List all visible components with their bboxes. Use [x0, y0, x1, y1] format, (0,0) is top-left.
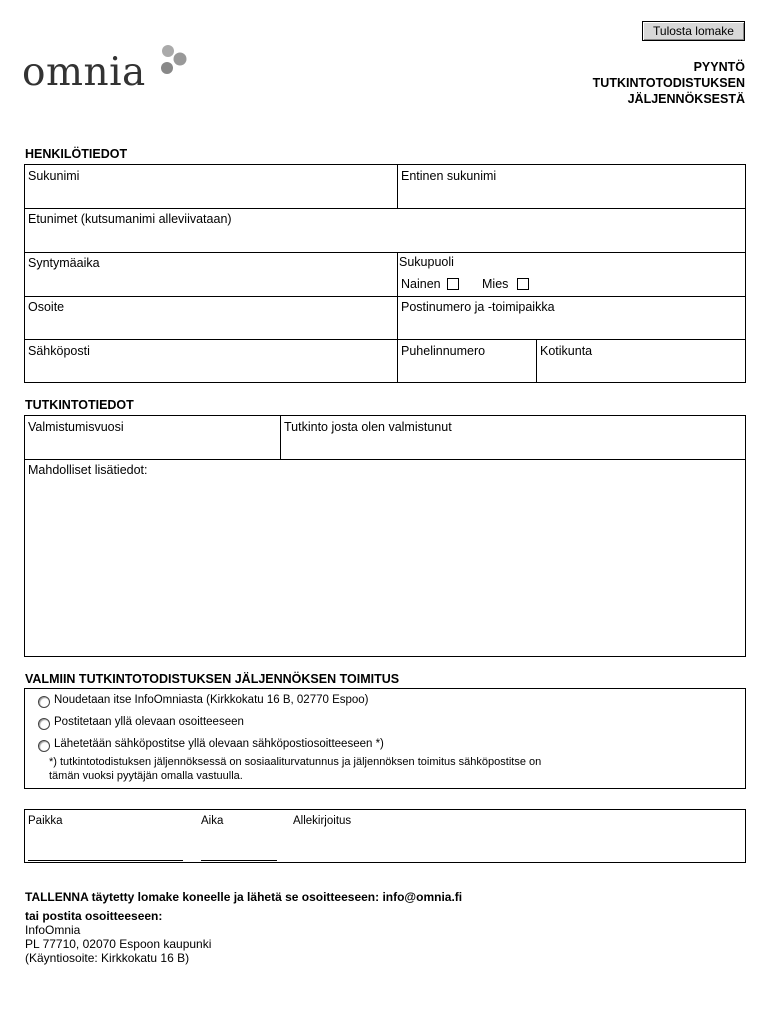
form-title: [593, 59, 745, 107]
delivery-heading: VALMIIN TUTKINTOTODISTUKSEN JÄLJENNÖKSEN TOIMITUS: [25, 672, 400, 686]
male-label: Mies: [482, 277, 509, 291]
title-line: JÄLJENNÖKSESTÄ: [627, 92, 745, 106]
birth-date-field[interactable]: Syntymäaika: [28, 256, 100, 270]
email-field[interactable]: Sähköposti: [28, 344, 90, 358]
degree-info-box: [24, 415, 746, 657]
time-label: Aika: [201, 815, 224, 827]
male-checkbox[interactable]: [517, 278, 529, 290]
time-input-line[interactable]: [201, 860, 277, 861]
save-instruction: TALLENNA täytetty lomake koneelle ja lähetä se osoitteeseen: info@omnia.fi: [25, 890, 463, 904]
omnia-logo: [22, 44, 192, 94]
pickup-radio[interactable]: [38, 696, 50, 708]
logo-dots-icon: [158, 44, 190, 78]
print-form-button[interactable]: Tulosta lomake: [642, 21, 745, 41]
personal-info-heading: HENKILÖTIEDOT: [25, 147, 128, 161]
signature-box: [24, 809, 746, 863]
post-radio[interactable]: [38, 718, 50, 730]
address-line: (Käyntiosoite: Kirkkokatu 16 B): [25, 951, 190, 965]
postal-field[interactable]: Postinumero ja -toimipaikka: [401, 300, 555, 314]
signature-label: Allekirjoitus: [293, 815, 352, 827]
address-field[interactable]: Osoite: [28, 300, 65, 314]
female-checkbox[interactable]: [447, 278, 459, 290]
address-line: PL 77710, 02070 Espoon kaupunki: [25, 937, 212, 951]
graduation-year-field[interactable]: Valmistumisvuosi: [28, 420, 124, 434]
personal-info-box: [24, 164, 746, 383]
delivery-note: *) tutkintotodistuksen jäljennöksessä on sosiaaliturvatunnus ja jäljennöksen toimitus sähköpostitse on: [49, 756, 542, 768]
logo-text: omnia: [22, 50, 146, 95]
title-line: TUTKINTOTODISTUKSEN: [592, 76, 745, 90]
degree-info-heading: TUTKINTOTIEDOT: [25, 398, 134, 412]
address-line: InfoOmnia: [25, 923, 81, 937]
gender-label: Sukupuoli: [399, 255, 454, 269]
female-label: Nainen: [401, 277, 441, 291]
email-radio[interactable]: [38, 740, 50, 752]
post-option-label: Postitetaan yllä olevaan osoitteeseen: [54, 716, 244, 728]
or-post-label: tai postita osoitteeseen:: [25, 909, 163, 923]
pickup-option-label: Noudetaan itse InfoOmniasta (Kirkkokatu 16 B, 02770 Espoo): [54, 694, 369, 706]
title-line: PYYNTÖ: [693, 60, 745, 74]
place-input-line[interactable]: [28, 860, 183, 861]
email-option-label: Lähetetään sähköpostitse yllä olevaan sähköpostiosoitteeseen *): [54, 738, 384, 750]
home-municipality-field[interactable]: Kotikunta: [540, 344, 593, 358]
surname-field[interactable]: Sukunimi: [28, 169, 80, 183]
degree-name-field[interactable]: Tutkinto josta olen valmistunut: [284, 420, 452, 434]
first-names-field[interactable]: Etunimet (kutsumanimi alleviivataan): [28, 212, 232, 226]
phone-field[interactable]: Puhelinnumero: [401, 344, 486, 358]
former-surname-field[interactable]: Entinen sukunimi: [401, 169, 497, 183]
postal-address-block: [25, 909, 211, 965]
additional-info-field[interactable]: Mahdolliset lisätiedot:: [28, 463, 148, 477]
delivery-box: [24, 688, 746, 789]
place-label: Paikka: [28, 815, 63, 827]
delivery-note: tämän vuoksi pyytäjän omalla vastuulla.: [49, 770, 243, 782]
